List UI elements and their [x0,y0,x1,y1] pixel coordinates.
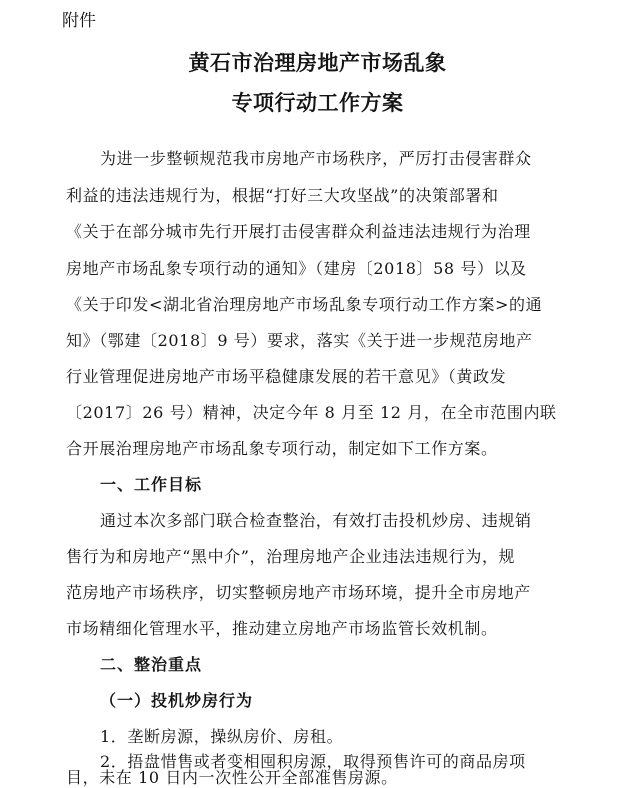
intro-line: 行业管理促进房地产市场平稳健康发展的若干意见》（黄政发 [66,367,507,386]
section-heading-goals: 一、工作目标 [100,475,203,494]
goals-line: 市场精细化管理水平，推动建立房地产市场监管长效机制。 [66,619,498,638]
intro-line: 知》（鄂建〔2018〕9 号）要求，落实《关于进一步规范房地产 [66,331,533,350]
list-item: 2．捂盘惜售或者变相囤积房源，取得预售许可的商品房项 [100,752,526,771]
section-heading-focus: 二、整治重点 [100,655,203,674]
document-title-line-1: 黄石市治理房地产市场乱象 [188,50,447,75]
list-item: 1．垄断房源，操纵房价、房租。 [100,727,344,746]
intro-line: 〔2017〕26 号）精神，决定今年 8 月至 12 月，在全市范围内联 [66,403,557,422]
intro-line: 为进一步整顿规范我市房地产市场秩序，严厉打击侵害群众 [100,149,532,168]
goals-line: 通过本次多部门联合检查整治，有效打击投机炒房、违规销 [100,511,532,530]
intro-line: 《关于印发<湖北省治理房地产市场乱象专项行动工作方案>的通 [66,295,543,314]
attachment-label: 附件 [62,11,96,31]
document-title-line-2: 专项行动工作方案 [231,90,404,115]
list-item: 目，未在 10 日内一次性公开全部准售房源。 [66,768,398,787]
goals-line: 范房地产市场秩序，切实整顿房地产市场环境，提升全市房地产 [66,583,531,602]
subsection-heading-speculation: （一）投机炒房行为 [100,691,254,710]
intro-line: 《关于在部分城市先行开展打击侵害群众利益违法违规行为治理 [66,222,531,241]
goals-line: 售行为和房地产“黑中介”，治理房地产企业违法违规行为，规 [66,547,516,566]
intro-line: 房地产市场乱象专项行动的通知》（建房〔2018〕58 号）以及 [66,259,527,278]
intro-line: 利益的违法违规行为，根据“打好三大攻坚战”的决策部署和 [66,186,499,205]
intro-line: 合开展治理房地产市场乱象专项行动，制定如下工作方案。 [66,439,498,458]
